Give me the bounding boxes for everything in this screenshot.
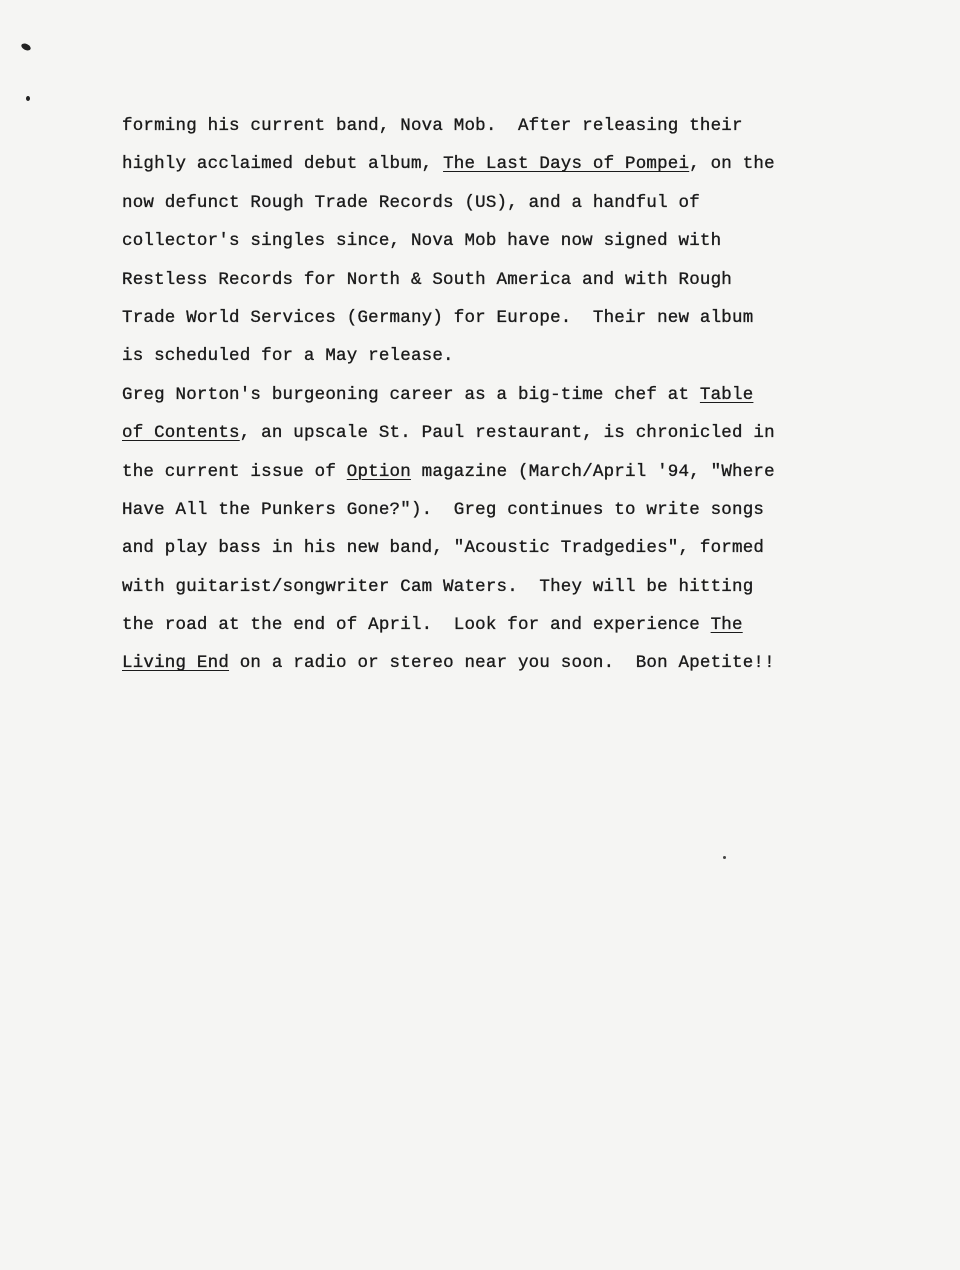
scan-speck: [20, 42, 32, 52]
restaurant-name: Table: [699, 384, 754, 405]
text-line: is scheduled for a May release.: [122, 346, 454, 367]
scan-speck: [26, 96, 30, 101]
text-line: Greg Norton's burgeoning career as a big-time chef at Table: [122, 384, 754, 405]
text-line: Have All the Punkers Gone?"). Greg continues to write songs: [122, 499, 765, 520]
text-line: Living End on a radio or stereo near you soon. Bon Apetite!!: [122, 653, 775, 674]
restaurant-name: of Contents: [122, 423, 240, 444]
scan-speck: [723, 856, 726, 859]
album-title: The Last Days of Pompei: [443, 154, 690, 175]
text-line: Trade World Services (Germany) for Europe. Their new album: [122, 307, 754, 328]
text-line: the current issue of Option magazine (March/April '94, "Where: [122, 461, 775, 482]
record-title: Living End: [122, 653, 230, 674]
text-line: and play bass in his new band, "Acoustic Tradgedies", formed: [122, 538, 765, 559]
text-line: forming his current band, Nova Mob. After releasing their: [122, 116, 743, 136]
magazine-title: Option: [346, 461, 411, 482]
text-line: with guitarist/songwriter Cam Waters. They will be hitting: [122, 576, 754, 597]
text-line: highly acclaimed debut album, The Last Days of Pompei, on the: [122, 154, 775, 175]
text-line: of Contents, an upscale St. Paul restaurant, is chronicled in: [122, 423, 775, 444]
text-line: now defunct Rough Trade Records (US), and a handful of: [122, 192, 700, 213]
record-title: The: [710, 615, 743, 636]
text-line: the road at the end of April. Look for and experience The: [122, 615, 743, 636]
text-line: Restless Records for North & South America and with Rough: [122, 269, 732, 290]
body-text: [122, 107, 882, 683]
text-line: collector's singles since, Nova Mob have now signed with: [122, 231, 722, 252]
